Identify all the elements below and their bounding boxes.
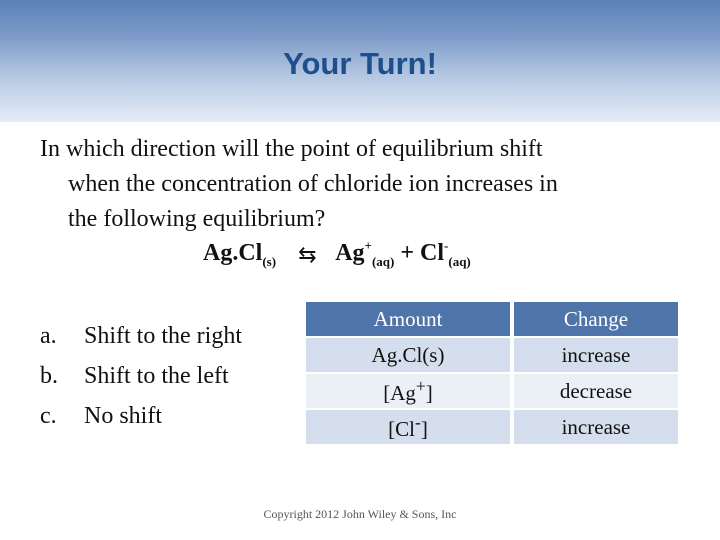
table-row	[306, 337, 678, 373]
amount-cell: Ag.Cl(s)	[306, 337, 510, 373]
choice-letter: a.	[40, 323, 57, 349]
choice-a	[40, 316, 242, 356]
reactant-formula: Ag.Cl	[203, 240, 263, 266]
equilibrium-arrow-icon: ⇆	[298, 242, 317, 267]
change-cell: increase	[514, 337, 678, 373]
amount-cell: [Cl-]	[306, 409, 510, 445]
copyright-footer: Copyright 2012 John Wiley & Sons, Inc	[263, 507, 457, 521]
reactant-state: (s)	[262, 254, 277, 269]
anion-charge: -	[444, 238, 449, 253]
question-line-2: when the concentration of chloride ion increases in	[68, 171, 558, 197]
choice-text: No shift	[84, 403, 162, 429]
cation-charge: +	[364, 238, 372, 253]
choice-text: Shift to the left	[84, 363, 229, 389]
amount-cell: [Ag+]	[306, 373, 510, 409]
table-header-row	[306, 302, 678, 337]
anion-formula: Cl	[420, 240, 445, 266]
header-amount: Amount	[306, 302, 510, 337]
change-cell: decrease	[514, 373, 678, 409]
choice-letter: b.	[40, 363, 58, 389]
slide-title: Your Turn!	[283, 46, 437, 81]
choice-letter: c.	[40, 403, 57, 429]
answer-choices	[40, 316, 242, 436]
choice-b	[40, 356, 242, 396]
table-row	[306, 409, 678, 445]
equilibrium-equation	[203, 238, 471, 270]
question-line-1: In which direction will the point of equilibrium shift	[40, 136, 543, 162]
choice-text: Shift to the right	[84, 323, 242, 349]
cation-formula: Ag	[335, 240, 365, 266]
amount-change-table	[306, 302, 678, 446]
question-text	[40, 132, 690, 237]
choice-c	[40, 396, 242, 436]
header-change: Change	[514, 302, 678, 337]
cation-state: (aq)	[371, 254, 395, 269]
question-line-3: the following equilibrium?	[68, 206, 326, 232]
table-row	[306, 373, 678, 409]
plus-sign: +	[400, 240, 415, 266]
anion-state: (aq)	[448, 254, 471, 269]
change-cell: increase	[514, 409, 678, 445]
